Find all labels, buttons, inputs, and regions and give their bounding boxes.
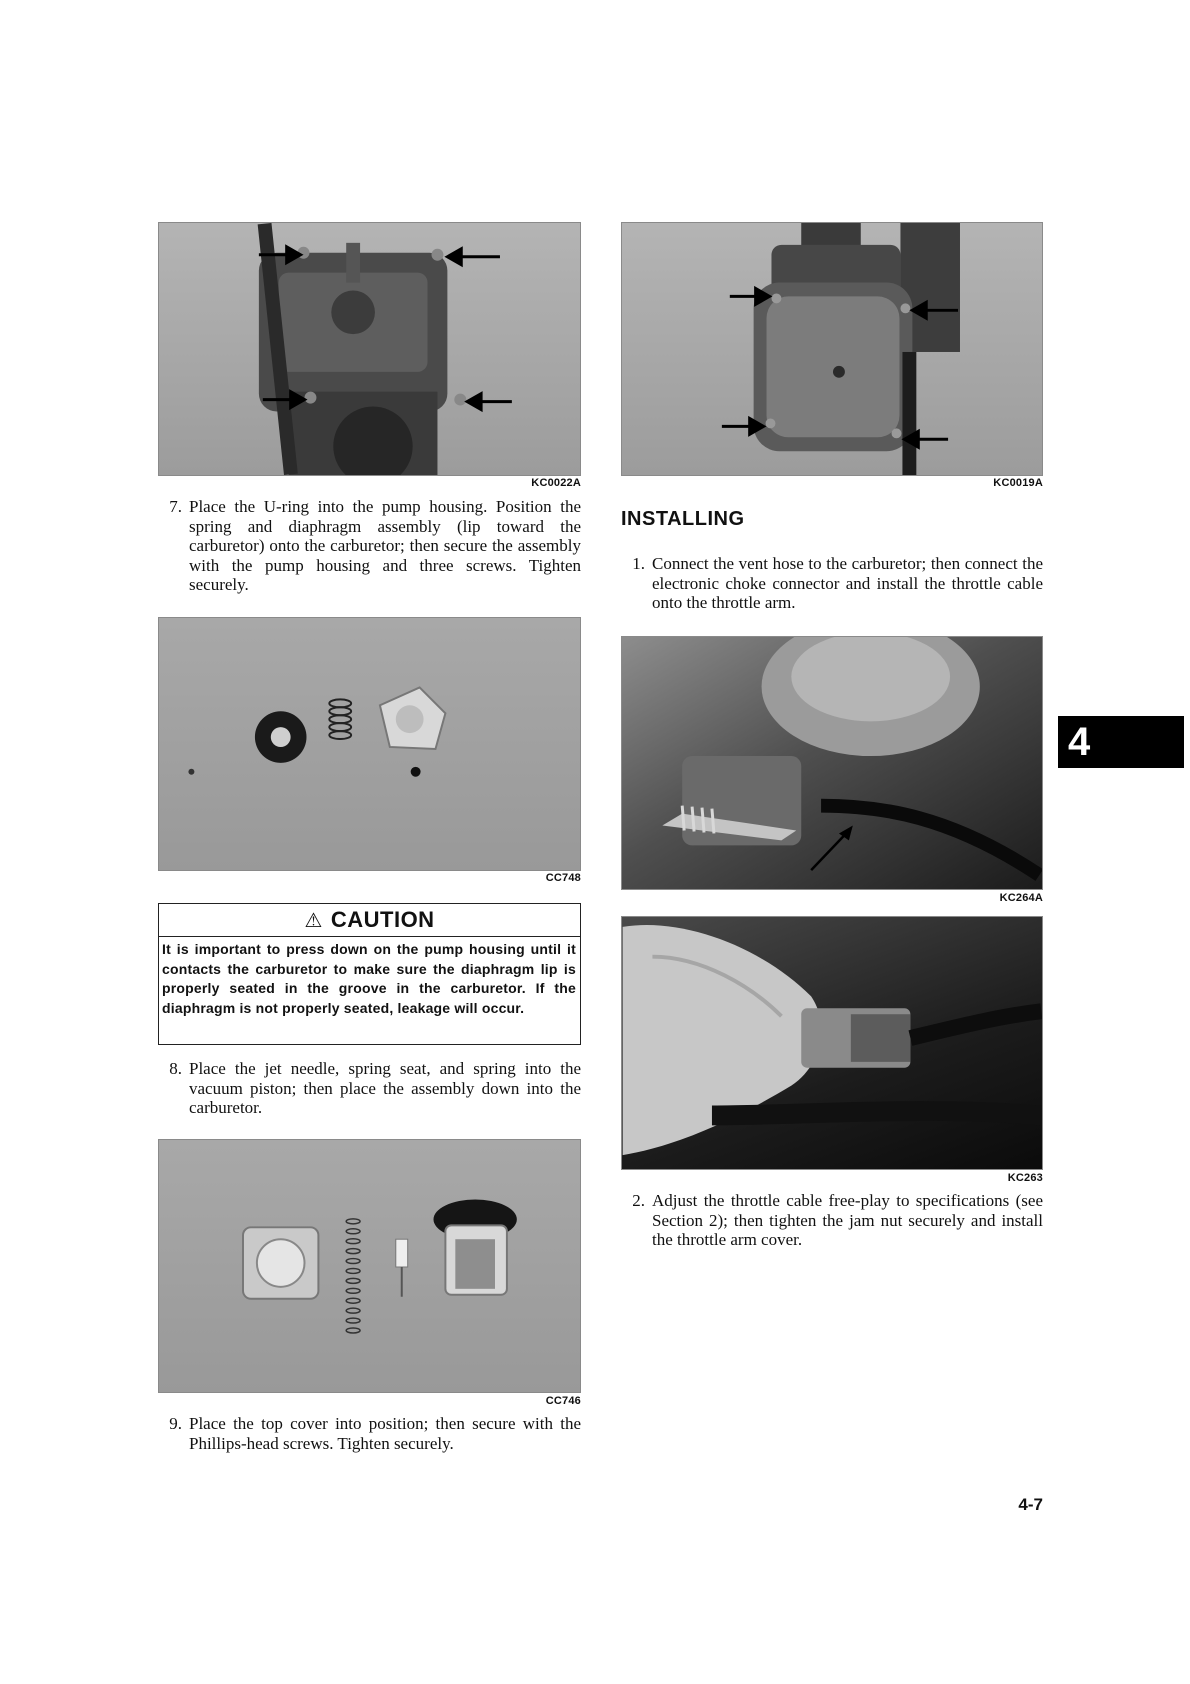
photo-caption: KC0019A <box>993 477 1043 489</box>
step-text: Place the jet needle, spring seat, and spring into the vacuum piston; then place the assembly down into the carburetor. <box>189 1059 581 1117</box>
photo-kc264a <box>621 636 1043 890</box>
photo-cc748 <box>158 617 581 871</box>
carburetor-top-cover-illustration <box>622 223 1042 475</box>
step-2 <box>621 1191 1043 1250</box>
section-heading: INSTALLING <box>621 508 745 530</box>
caution-header <box>159 904 580 937</box>
photo-caption: CC748 <box>545 872 581 884</box>
step-7 <box>158 497 581 595</box>
section-tab: 4 <box>1058 716 1184 768</box>
warning-triangle-icon: ⚠ <box>304 910 323 932</box>
step-text: Connect the vent hose to the carburetor; then connect the electronic choke connector and install the throttle cable onto the throttle arm. <box>652 554 1043 612</box>
carburetor-pump-housing-illustration <box>159 223 580 475</box>
step-number: 2. <box>632 1191 645 1210</box>
step-1 <box>621 554 1043 613</box>
step-8 <box>158 1059 581 1118</box>
step-text: Adjust the throttle cable free-play to specifications (see Section 2); then tighten the jam nut securely and install the throttle arm cover. <box>652 1191 1043 1249</box>
caution-box <box>158 903 581 1045</box>
caution-text: It is important to press down on the pump housing until it contacts the carburetor to make sure the diaphragm lip is properly seated in the groove in the carburetor. If the diaphragm is not properly seated, leakage will occur. <box>162 941 576 1016</box>
photo-caption: KC0022A <box>531 477 581 489</box>
photo-cc746 <box>158 1139 581 1393</box>
photo-caption: CC746 <box>545 1395 581 1407</box>
photo-kc0022a <box>158 222 581 476</box>
choke-connector-hand-illustration <box>622 917 1042 1169</box>
step-number: 9. <box>169 1414 182 1433</box>
photo-kc0019a <box>621 222 1043 476</box>
jet-needle-spring-piston-illustration <box>159 1140 580 1392</box>
throttle-cable-arm-illustration <box>622 637 1042 889</box>
step-number: 7. <box>169 497 182 516</box>
caution-title: CAUTION <box>330 907 435 932</box>
step-number: 8. <box>169 1059 182 1078</box>
photo-caption: KC263 <box>1007 1172 1043 1184</box>
step-text: Place the top cover into position; then secure with the Phillips-head screws. Tighten securely. <box>189 1414 581 1453</box>
step-text: Place the U-ring into the pump housing. Position the spring and diaphragm assembly (lip toward the carburetor) onto the carburetor; then secure the assembly with the pump housing and three screws. Tighten securely. <box>189 497 581 594</box>
page-number: 4-7 <box>1018 1495 1043 1514</box>
photo-kc263 <box>621 916 1043 1170</box>
diaphragm-spring-parts-illustration <box>159 618 580 870</box>
step-number: 1. <box>632 554 645 573</box>
photo-caption: KC264A <box>999 892 1043 904</box>
step-9 <box>158 1414 581 1453</box>
